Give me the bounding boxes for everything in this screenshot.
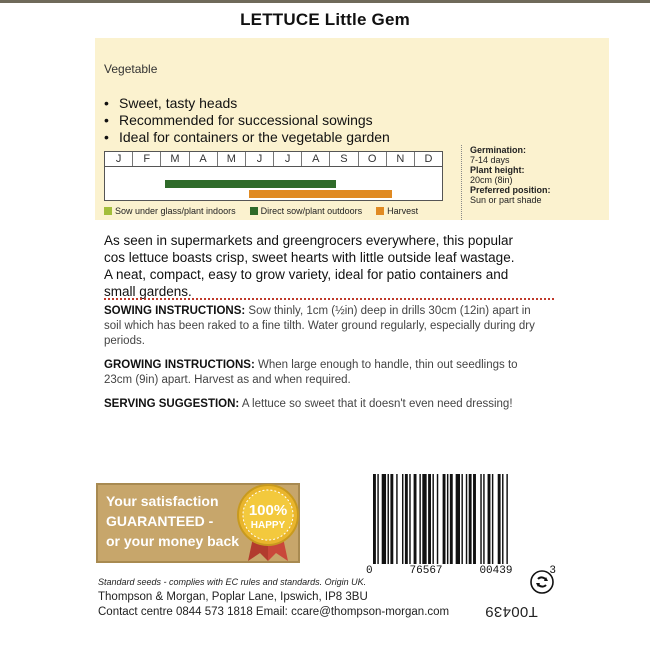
legend-swatch <box>250 207 258 215</box>
month-cell: A <box>302 152 330 166</box>
growing-facts-panel <box>461 145 609 220</box>
legend-swatch <box>376 207 384 215</box>
barcode-stripe <box>422 474 426 564</box>
month-cell: S <box>330 152 358 166</box>
legend-swatch <box>104 207 112 215</box>
barcode-stripe <box>405 474 408 564</box>
barcode-stripe <box>432 474 433 564</box>
barcode-stripe <box>373 474 376 564</box>
happy-seal-icon <box>234 483 302 563</box>
barcode-stripe <box>443 474 446 564</box>
sowing-calendar <box>104 151 443 201</box>
plant-height-value: 20cm (8in) <box>470 175 513 185</box>
legend-item-outdoors <box>250 206 363 216</box>
serving-suggestion-text: A lettuce so sweet that it doesn't even need dressing! <box>239 398 513 410</box>
germination-label: Germination: <box>470 145 527 155</box>
calendar-bar-direct <box>165 180 336 188</box>
barcode-stripe <box>437 474 438 564</box>
barcode-stripe <box>473 474 476 564</box>
month-cell: J <box>105 152 133 166</box>
satisfaction-guarantee-badge <box>96 483 300 563</box>
legend-item-harvest <box>376 206 418 216</box>
calendar-month-row <box>105 152 442 167</box>
barcode-stripe <box>402 474 403 564</box>
barcode-stripe <box>498 474 501 564</box>
month-cell: M <box>218 152 246 166</box>
product-code: T00439 <box>485 603 538 620</box>
barcode-stripe <box>506 474 507 564</box>
plant-height-label: Plant height: <box>470 165 525 175</box>
barcode-stripe <box>469 474 472 564</box>
barcode-number <box>366 565 556 577</box>
month-cell: D <box>424 153 433 165</box>
barcode-stripe <box>396 474 397 564</box>
barcode-stripe <box>447 474 448 564</box>
page-title: LETTUCE Little Gem <box>240 10 410 29</box>
preferred-position-label: Preferred position: <box>470 185 551 195</box>
barcode-stripe <box>488 474 491 564</box>
barcode-stripe <box>390 474 393 564</box>
barcode-stripe <box>419 474 420 564</box>
guarantee-line: Your satisfaction <box>106 493 219 509</box>
month-cell: A <box>190 152 218 166</box>
top-rule <box>0 0 650 3</box>
barcode-digit-group: 76567 <box>409 565 443 577</box>
barcode-stripe <box>409 474 410 564</box>
serving-suggestion <box>104 397 544 412</box>
barcode-stripe <box>450 474 453 564</box>
barcode-digit-group: 3 <box>549 565 556 577</box>
barcode-stripe <box>456 474 460 564</box>
barcode-stripe <box>414 474 417 564</box>
barcode-stripe <box>483 474 484 564</box>
growing-instructions-text: When large enough to handle, thin out seedlings to 23cm (9in) apart. Harvest as and when required. <box>104 359 518 386</box>
month-cell: M <box>161 152 189 166</box>
sowing-instructions <box>104 304 544 349</box>
dotted-divider <box>104 298 554 300</box>
guarantee-text <box>106 491 239 551</box>
calendar-legend <box>104 206 432 216</box>
feature-item: • Sweet, tasty heads <box>104 95 390 112</box>
preferred-position-value: Sun or part shade <box>470 195 542 205</box>
month-cell: N <box>387 152 415 166</box>
guarantee-line: or your money back <box>106 533 240 549</box>
month-cell: O <box>359 152 387 166</box>
barcode-graphic <box>371 474 549 564</box>
contact-details: Contact centre 0844 573 1818 Email: ccare@thompson-morgan.com <box>98 606 450 618</box>
legend-label: Direct sow/plant outdoors <box>260 206 363 216</box>
product-description: As seen in supermarkets and greengrocers everywhere, this popular cos lettuce boasts crisp, sweet hearts with little outside leaf wastage. A neat, compact, easy to grow variety, ideal for patio containers and small gardens. <box>104 233 515 299</box>
feature-item: • Ideal for containers or the vegetable garden <box>104 129 390 146</box>
barcode-stripe <box>492 474 493 564</box>
legend-label: Harvest <box>387 206 419 216</box>
month-cell: F <box>133 152 161 166</box>
barcode-stripe <box>428 474 431 564</box>
growing-instructions-label: GROWING INSTRUCTIONS: <box>104 359 255 371</box>
serving-suggestion-label: SERVING SUGGESTION: <box>104 398 240 410</box>
standards-note: Standard seeds - complies with EC rules and standards. Origin UK. <box>98 577 367 587</box>
guarantee-line: GUARANTEED - <box>106 513 214 529</box>
barcode-stripe <box>480 474 481 564</box>
month-cell: J <box>246 152 274 166</box>
barcode-digit-group: 00439 <box>479 565 513 577</box>
barcode-stripe <box>382 474 386 564</box>
feature-list <box>104 95 390 146</box>
company-address: Thompson & Morgan, Poplar Lane, Ipswich, IP8 3BU <box>98 591 368 603</box>
germination-value: 7-14 days <box>470 155 510 165</box>
seal-happy: HAPPY <box>250 520 286 531</box>
barcode-digit-group: 0 <box>366 565 373 577</box>
barcode-stripe <box>388 474 389 564</box>
barcode-stripe <box>461 474 462 564</box>
sowing-instructions-text: Sow thinly, 1cm (½in) deep in drills 30cm (12in) apart in soil which has been raked to a fine tilth. Water ground regularly, especially during dry periods. <box>104 305 535 347</box>
barcode-stripe <box>377 474 378 564</box>
month-cell: J <box>274 152 302 166</box>
category-label: Vegetable <box>104 62 158 76</box>
seal-percent: 100% <box>248 502 288 519</box>
barcode-stripe <box>466 474 467 564</box>
barcode-stripe <box>502 474 503 564</box>
calendar-bar-harvest <box>249 190 391 198</box>
calendar-bars <box>105 167 442 201</box>
legend-item-indoors <box>104 206 236 216</box>
recycle-icon <box>530 570 554 594</box>
growing-instructions <box>104 358 544 388</box>
sowing-instructions-label: SOWING INSTRUCTIONS: <box>104 305 246 317</box>
legend-label: Sow under glass/plant indoors <box>115 206 236 216</box>
feature-item: • Recommended for successional sowings <box>104 112 390 129</box>
